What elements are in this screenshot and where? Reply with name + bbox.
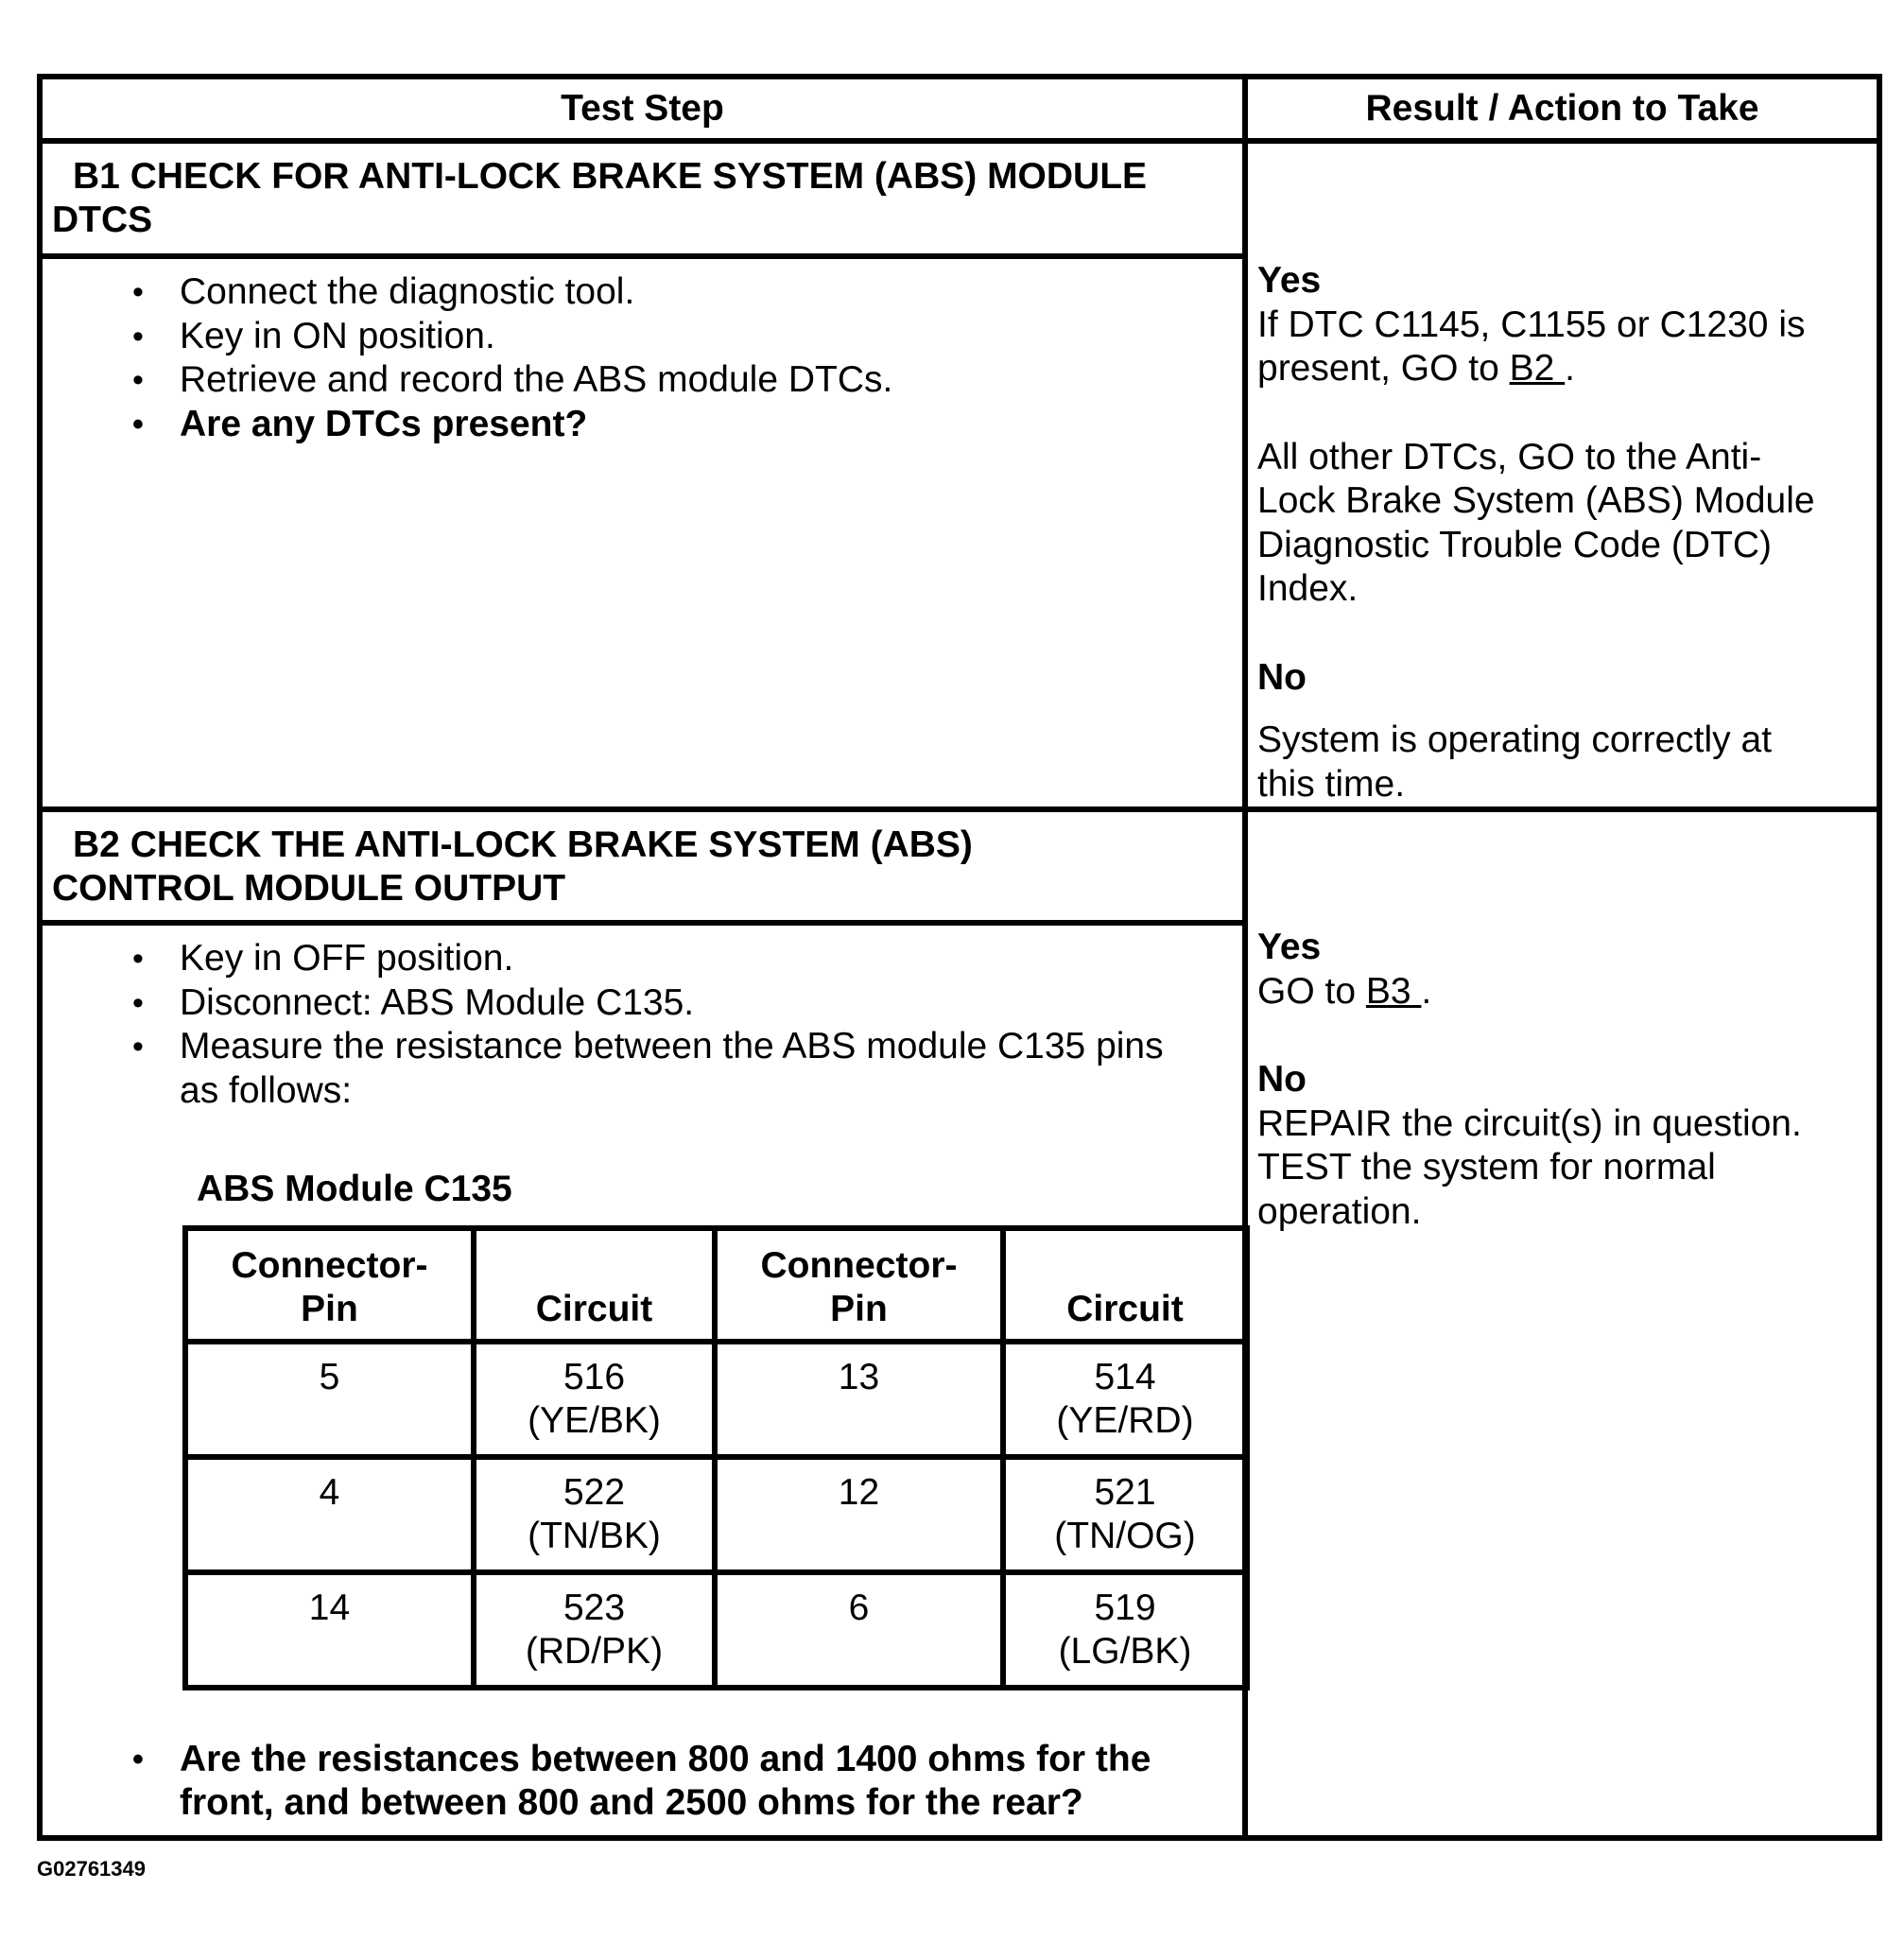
step-b2-result: Yes GO to B3 . No REPAIR the circuit(s) in question. TEST the system for normal operation. [1245, 809, 1879, 1838]
list-item: • Measure the resistance between the ABS module C135 pins as follows: [180, 1025, 1233, 1113]
test-step-header: Test Step [40, 77, 1245, 141]
step-b2-body [43, 926, 1242, 1835]
step-b1-body [43, 259, 1242, 456]
column-header-connector-pin: Connector- Pin [715, 1228, 1003, 1342]
step-b1-result: Yes If DTC C1145, C1155 or C1230 is present, GO to B2 . All other DTCs, GO to the Anti- Lock Brake System (ABS) Module Diagnostic Trouble Code (DTC) Index. No System is operating correctly at this time. [1245, 141, 1879, 809]
connector-pin-table [182, 1225, 1250, 1691]
b1-no-label: No [1257, 656, 1307, 698]
table-row: 4 522 (TN/BK) 12 521 (TN/OG) [185, 1457, 1247, 1572]
figure-id: G02761349 [37, 1857, 146, 1881]
connector-table-caption: ABS Module C135 [197, 1169, 512, 1209]
link-b2[interactable]: B2 [1509, 348, 1566, 389]
list-item: • Disconnect: ABS Module C135. [180, 981, 1233, 1026]
result-action-header: Result / Action to Take [1245, 77, 1879, 141]
diagnostic-table [37, 74, 1882, 1841]
b2-yes-label: Yes [1257, 927, 1322, 967]
b2-no-label: No [1257, 1059, 1307, 1100]
list-item: • Key in ON position. [180, 315, 1233, 359]
list-item: • Are any DTCs present? [180, 403, 1233, 447]
table-row: 5 516 (YE/BK) 13 514 (YE/RD) [185, 1342, 1247, 1457]
list-item: • Are the resistances between 800 and 1400 ohms for the front, and between 800 and 2500 ohms for the rear? [180, 1738, 1233, 1826]
b1-yes-label: Yes [1257, 260, 1322, 301]
step-b2-title: B2 CHECK THE ANTI-LOCK BRAKE SYSTEM (ABS) CONTROL MODULE OUTPUT [43, 812, 1242, 926]
list-item: • Connect the diagnostic tool. [180, 270, 1233, 315]
step-b2-bullet-list [52, 937, 1233, 1113]
column-header-circuit: Circuit [1003, 1228, 1247, 1342]
link-b3[interactable]: B3 [1365, 970, 1422, 1012]
list-item: • Key in OFF position. [180, 937, 1233, 981]
column-header-circuit: Circuit [474, 1228, 715, 1342]
column-header-connector-pin: Connector- Pin [185, 1228, 474, 1342]
step-b1-bullet-list [52, 270, 1233, 446]
step-b1-title: B1 CHECK FOR ANTI-LOCK BRAKE SYSTEM (ABS) MODULE DTCS [43, 144, 1242, 259]
table-row: 14 523 (RD/PK) 6 519 (LG/BK) [185, 1572, 1247, 1688]
diagnostic-table-sheet [37, 74, 1877, 1839]
list-item: • Retrieve and record the ABS module DTCs. [180, 358, 1233, 403]
step-b2-question-list [52, 1738, 1233, 1826]
